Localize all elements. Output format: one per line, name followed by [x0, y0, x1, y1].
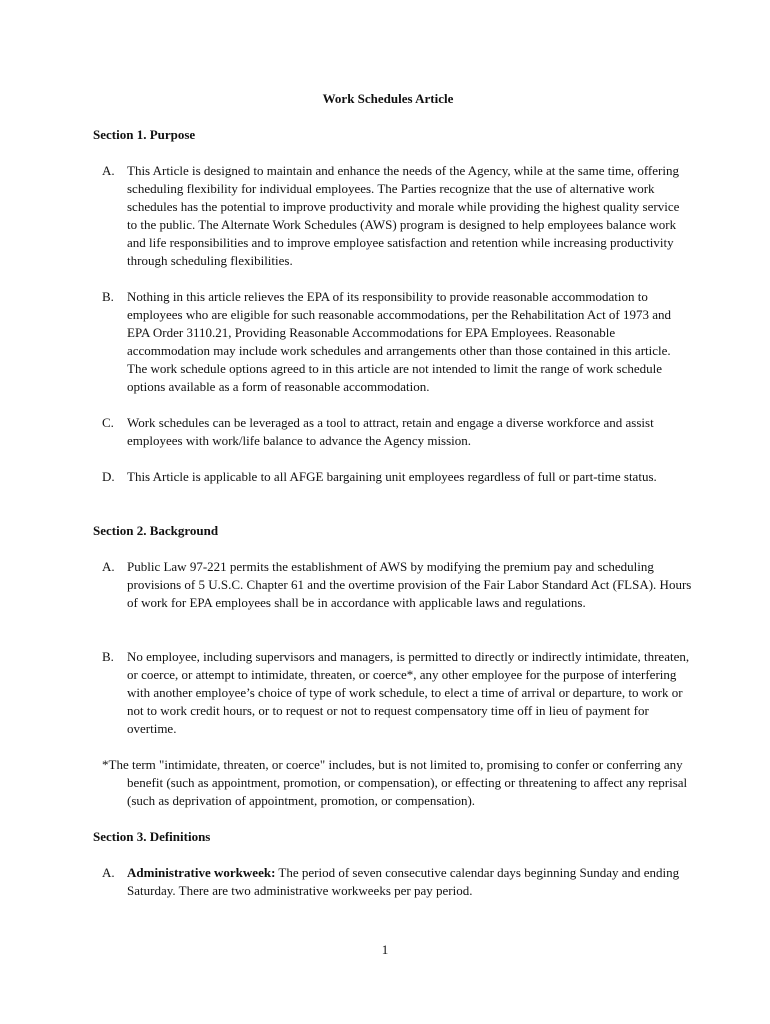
section-3-item-a: [102, 864, 692, 900]
section-1-item-d: [102, 468, 692, 486]
section-2-item-b: [102, 648, 692, 738]
section-2-item-a: [102, 558, 692, 612]
item-text: Public Law 97-221 permits the establishment of AWS by modifying the premium pay and scheduling provisions of 5 U.S.C. Chapter 61 and the overtime provision of the Fair Labor Standard Act (FLSA). Hours of work for EPA employees shall be in accordance with applicable laws and regulations.: [127, 559, 692, 610]
item-marker: B.: [102, 649, 114, 664]
section-3-heading: Section 3. Definitions: [93, 829, 211, 844]
item-text: No employee, including supervisors and managers, is permitted to directly or indirectly intimidate, threaten, or coerce, or attempt to intimidate, threaten, or coerce*, any other employee for the purpose of interfering with another employee’s choice of type of work schedule, to elect a time of arrival or departure, to work or not to work credit hours, or to request or not to request compensatory time off in lieu of payment for overtime.: [127, 649, 690, 736]
item-marker: B.: [102, 289, 114, 304]
item-marker: C.: [102, 415, 114, 430]
item-marker: D.: [102, 469, 115, 484]
item-marker: A.: [102, 865, 115, 880]
footnote-text: *The term "intimidate, threaten, or coerce" includes, but is not limited to, promising to confer or conferring any benefit (such as appointment, promotion, or compensation), or effecting or threatening to affect any reprisal (such as deprivation of appointment, promotion, or compensation).: [102, 757, 688, 808]
page-number: 1: [381, 942, 389, 957]
item-marker: A.: [102, 559, 115, 574]
section-1-item-a: [102, 162, 692, 270]
definition-text: The period of seven consecutive calendar days beginning Sunday and ending Saturday. There are two administrative workweeks per pay period.: [127, 865, 680, 898]
document-title: Work Schedules Article: [322, 91, 454, 106]
item-text: This Article is applicable to all AFGE bargaining unit employees regardless of full or part-time status.: [127, 469, 657, 484]
item-text: Nothing in this article relieves the EPA of its responsibility to provide reasonable accommodation to employees who are eligible for such reasonable accommodations, per the Rehabilitation Act of 1973 and EPA Order 3110.21, Providing Reasonable Accommodations for EPA Employees. Reasonable accommodation may include work schedules and arrangements other than those contained in this article. The work schedule options agreed to in this article are not intended to limit the range of work schedule options available as a form of reasonable accommodation.: [127, 289, 672, 394]
item-text: Work schedules can be leveraged as a tool to attract, retain and engage a diverse workforce and assist employees with work/life balance to advance the Agency mission.: [127, 415, 654, 448]
section-1-item-c: [102, 414, 692, 450]
item-marker: A.: [102, 163, 115, 178]
section-1-item-b: [102, 288, 692, 396]
section-2-footnote: [102, 756, 692, 810]
item-text: This Article is designed to maintain and enhance the needs of the Agency, while at the same time, offering scheduling flexibility for individual employees. The Parties recognize that the use of alternative work schedules has the potential to improve productivity and morale while providing the highest quality service to the public. The Alternate Work Schedules (AWS) program is designed to help employees balance work and life responsibilities and to improve employee satisfaction and retention while increasing productivity through scheduling flexibilities.: [127, 163, 680, 268]
section-1-heading: Section 1. Purpose: [93, 127, 196, 142]
section-2-heading: Section 2. Background: [93, 523, 219, 538]
item-text: [127, 864, 692, 900]
definition-term: Administrative workweek:: [127, 865, 276, 880]
